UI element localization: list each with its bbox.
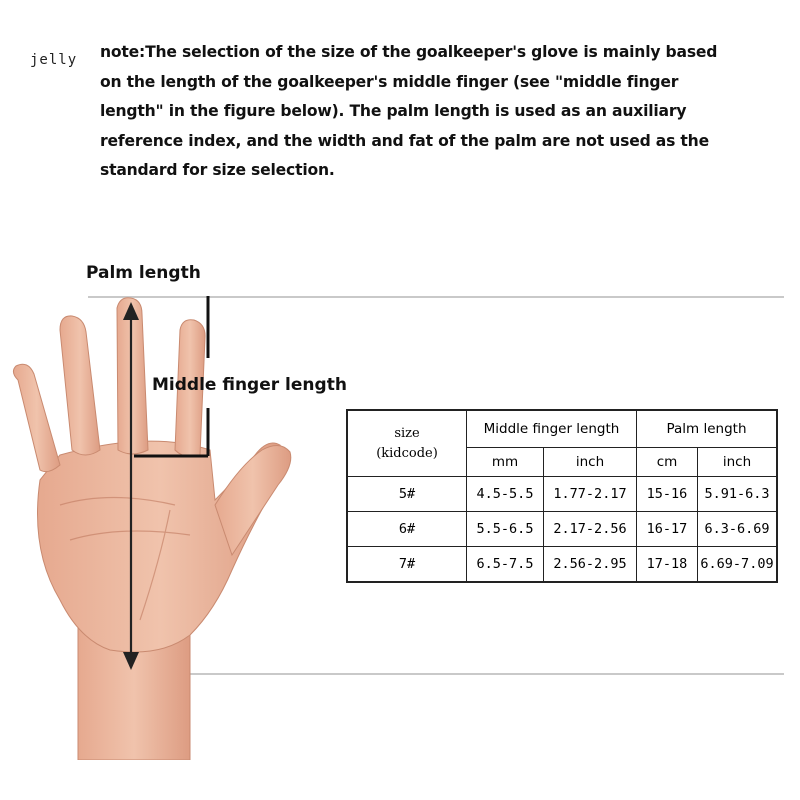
hand-illustration — [0, 290, 340, 760]
mf-inch-cell: 1.77-2.17 — [544, 477, 637, 512]
mf-inch-cell: 2.56-2.95 — [544, 547, 637, 583]
table-row — [347, 477, 777, 512]
palm-length-group-header: Palm length — [637, 410, 778, 448]
hand-shape — [13, 298, 290, 760]
size-cell: 6# — [347, 512, 467, 547]
note-text: note:The selection of the size of the goalkeeper's glove is mainly based on the length of the goalkeeper's middle finger (see "middle finger length" in the figure below). The palm length is used as an auxiliary reference index, and the width and fat of the palm are not used as the standard for size selection. — [100, 43, 718, 179]
unit-header-inch: inch — [544, 448, 637, 477]
unit-header-cm: cm — [637, 448, 698, 477]
palm-inch-cell: 6.3-6.69 — [698, 512, 778, 547]
unit-header-inch-palm: inch — [698, 448, 778, 477]
palm-cm-cell: 15-16 — [637, 477, 698, 512]
watermark: jelly — [30, 52, 78, 68]
mf-mm-cell: 4.5-5.5 — [467, 477, 544, 512]
palm-cm-cell: 17-18 — [637, 547, 698, 583]
palm-inch-cell: 5.91-6.3 — [698, 477, 778, 512]
size-header-line2: (kidcode) — [376, 445, 438, 461]
size-header — [347, 410, 467, 477]
size-table — [346, 409, 778, 583]
size-cell: 5# — [347, 477, 467, 512]
middle-finger-length-label: Middle finger length — [152, 375, 347, 395]
size-header-line1: size — [394, 425, 420, 441]
table-row — [347, 512, 777, 547]
size-cell: 7# — [347, 547, 467, 583]
palm-cm-cell: 16-17 — [637, 512, 698, 547]
mf-mm-cell: 5.5-6.5 — [467, 512, 544, 547]
unit-header-mm: mm — [467, 448, 544, 477]
middle-finger-group-header: Middle finger length — [467, 410, 637, 448]
mf-mm-cell: 6.5-7.5 — [467, 547, 544, 583]
palm-inch-cell: 6.69-7.09 — [698, 547, 778, 583]
palm-length-label: Palm length — [86, 263, 201, 283]
mf-inch-cell: 2.17-2.56 — [544, 512, 637, 547]
table-header-row — [347, 410, 777, 448]
table-row — [347, 547, 777, 583]
